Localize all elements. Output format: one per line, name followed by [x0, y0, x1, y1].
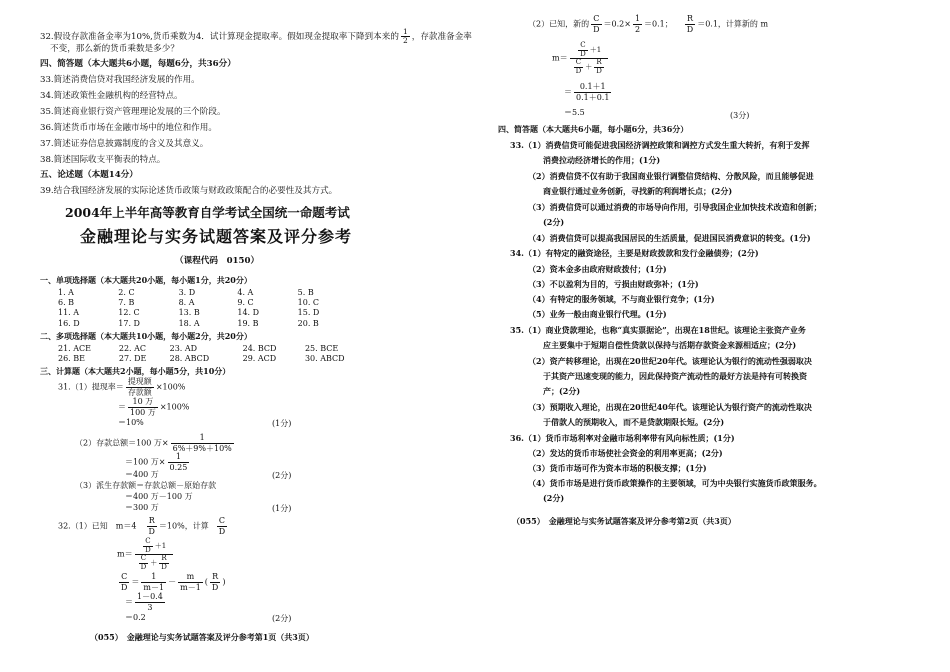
paren-left: ( [204, 577, 208, 587]
a34-3: （3）不以盈利为目的，亏损由财政弥补；(1分) [528, 279, 699, 289]
q31-p1-tail2: ×100% [159, 402, 190, 412]
q32a-label: 32.（1）已知 m＝4 [58, 521, 145, 531]
eq-sign: ＝ [564, 87, 572, 97]
frac-den: D [211, 583, 219, 592]
right-page [470, 0, 950, 672]
mc-cell: 15. D [297, 308, 320, 318]
multi-cell: 30. ABCD [304, 354, 345, 364]
sec5-title: 五、论述题（本题14分） [40, 170, 138, 180]
mc-cell: 1. A [58, 287, 74, 297]
frac-den: 2 [634, 25, 641, 34]
frac-num: 1 [171, 433, 234, 444]
fraction [135, 592, 165, 613]
a33-1-l2: 消费拉动经济增长的作用；(1分) [543, 155, 661, 165]
frac-den [570, 59, 608, 75]
frac-den: D [593, 25, 600, 34]
q32b-step [564, 82, 613, 103]
fraction [168, 452, 190, 473]
fraction [119, 572, 129, 593]
multi-answers-table [58, 343, 378, 364]
mc-cell: 18. A [178, 318, 200, 328]
q31-part2 [75, 433, 236, 454]
q32-part1 [58, 516, 229, 537]
fraction [147, 516, 157, 537]
fraction [141, 572, 166, 593]
q32b-result: ＝5.5 [564, 108, 585, 117]
left-footer: （055） 金融理论与实务试题答案及评分参考第1页（共3页） [90, 632, 314, 642]
q34-question: 34.简述政策性金融机构的经营特点。 [40, 91, 183, 101]
frac-den: m－1 [180, 583, 201, 592]
table-row [58, 287, 358, 297]
multi-cell: 24. BCD [242, 343, 277, 353]
a35-2-l3: 产；(2分) [543, 386, 581, 396]
a33-1-l1: 33.（1）消费信贷可能促进我国经济调控政策和调控方式发生重大转折，有利于发挥 [510, 140, 810, 150]
frac-den: 0.25 [169, 463, 188, 472]
fraction [591, 14, 601, 35]
q32a-tail: ＝10%，计算 [158, 521, 209, 531]
multi-title: 二、多项选择题（本大题共10小题，每小题2分，共20分） [40, 331, 252, 341]
multi-cell: 28. ABCD [169, 354, 210, 364]
table-row [58, 318, 358, 328]
frac-num: C [119, 572, 129, 583]
q35-question: 35.简述商业银行资产管理理论发展的三个阶段。 [40, 107, 226, 117]
mc-cell: 5. B [297, 287, 314, 297]
plus: ＋ [150, 559, 158, 567]
half-fraction [401, 28, 410, 45]
frac-den: D [161, 562, 167, 571]
left-page [0, 0, 470, 672]
frac-den: D [121, 583, 128, 592]
frac-num: 1 [168, 452, 190, 463]
q32b-label: （2）已知，新的 [528, 19, 590, 29]
multi-cell: 25. BCE [304, 343, 339, 353]
a34-2: （2）资本金多由政府财政拨付；(1分) [528, 264, 667, 274]
eq-sign: ＝ [131, 577, 140, 587]
a36-4-l2: (2分) [543, 493, 565, 503]
mc-cell: 10. C [297, 298, 320, 308]
mc-cell: 12. C [118, 308, 140, 318]
fraction [159, 555, 169, 571]
frac-num: R [159, 555, 169, 564]
a35-2-l1: （2）资产转移理论，出现在20世纪20年代。该理论认为银行的流动性强弱取决 [528, 356, 812, 366]
multi-cell: 29. ACD [242, 354, 277, 364]
q32-line1 [40, 28, 472, 45]
eq-sign: ＝ [118, 402, 126, 412]
q32b-m-formula [552, 42, 610, 75]
a33-4-l1: （4）消费信贷可以提高我国居民的生活质量，促进国民消费意识的转变。(1分) [528, 233, 811, 243]
multi-cell: 27. DE [118, 354, 147, 364]
frac-num: R [594, 59, 604, 68]
frac-num: 1 [141, 572, 166, 583]
mc-answers-table [58, 287, 358, 329]
q38-question: 38.简述国际收支平衡表的特点。 [40, 155, 166, 165]
q32b-score: (3分) [730, 111, 750, 120]
q32a-result: ＝0.2 [125, 613, 146, 622]
a34-5: （5）业务一般由商业银行代理。(1分) [528, 309, 667, 319]
q31-p1-label: 31.（1）提现率＝ [58, 382, 124, 392]
frac-num: R [685, 14, 695, 25]
frac-den: D [575, 66, 582, 75]
q31-p1-tail: ×100% [155, 382, 186, 392]
q31-part2-score: (2分) [272, 471, 292, 480]
calc-title: 三、计算题（本大题共2小题，每小题5分，共10分） [40, 366, 231, 376]
frac-num: m [178, 572, 203, 583]
mc-cell: 17. D [118, 318, 140, 328]
q36-question: 36.简述货币市场在金融市场中的地位和作用。 [40, 123, 217, 133]
frac-num [570, 42, 608, 59]
right-footer: （055） 金融理论与实务试题答案及评分参考第2页（共3页） [512, 516, 736, 526]
frac-num: C [578, 42, 588, 51]
a35-1-l1: 35.（1）商业贷款理论，也称“真实票据论”，出现在18世纪。该理论主张资产业务 [510, 325, 806, 335]
mc-title: 一、单项选择题（本大题共20小题，每小题1分，共20分） [40, 275, 252, 285]
mc-cell: 6. B [58, 298, 75, 308]
frac-den: 6%＋9%＋10% [172, 444, 232, 453]
fraction [633, 14, 642, 35]
a36-3: （3）货币市场可作为资本市场的积极支撑；(1分) [528, 463, 707, 473]
q32-line2: 不变，那么新的货币乘数是多少？ [50, 44, 179, 54]
frac-num: 1 [634, 14, 641, 23]
fraction [578, 42, 588, 58]
q31-part1-score: (1分) [272, 419, 292, 428]
mc-cell: 11. A [58, 308, 80, 318]
sec4-title: 四、简答题（本大题共6小题，每题6分，共36分） [40, 59, 236, 69]
course-code: （课程代码 0150） [175, 256, 260, 266]
a34-1: 34.（1）有特定的融资途径，主要是财政拨款和发行金融债券；(2分) [510, 248, 759, 258]
frac-num: 提现额 [127, 377, 152, 386]
eq-text: ＝0.1； [644, 19, 673, 29]
frac-den: 100 万 [130, 408, 156, 417]
mc-cell: 14. D [237, 308, 260, 318]
fraction [217, 516, 227, 537]
eq-text: ＝0.1，计算新的 m [697, 19, 769, 29]
table-row [58, 343, 378, 353]
plus: ＋ [585, 63, 593, 71]
q32a-score: (2分) [272, 614, 292, 623]
frac-den: 0.1＋0.1 [576, 93, 610, 102]
a33-3-l2: (2分) [543, 217, 565, 227]
multi-cell: 26. BE [58, 354, 85, 364]
mc-cell: 2. C [118, 287, 135, 297]
plus-one: ＋1 [154, 542, 167, 550]
a33-3-l1: （3）消费信贷可以通过消费的市场导向作用，引导我国企业加快技术改造和创新； [528, 202, 822, 212]
frac-num: 1－0.4 [137, 592, 163, 601]
a35-1-l2: 应主要集中于短期自偿性贷款以保持与活期存款资金来源相适应；(2分) [543, 340, 797, 350]
eq-sign: ＝ [125, 597, 133, 607]
q31-p2-label: （2）存款总额＝100 万× [75, 438, 169, 448]
mc-cell: 4. A [237, 287, 254, 297]
fraction [171, 433, 234, 454]
frac-den: 2 [402, 36, 408, 45]
frac-num: C [591, 14, 601, 25]
multi-cell: 23. AD [169, 343, 198, 353]
right-sec4-title: 四、简答题（本大题共6小题，每小题6分，共36分） [498, 124, 689, 134]
frac-num: 1 [402, 27, 408, 36]
frac-den [135, 555, 173, 571]
q33-question: 33.简述消费信贷对我国经济发展的作用。 [40, 75, 200, 85]
frac-num [135, 538, 173, 555]
frac-num: C [139, 555, 149, 564]
frac-num: C [574, 59, 584, 68]
mc-cell: 9. C [237, 298, 254, 308]
frac-den: D [686, 25, 694, 34]
q31-part3-result: ＝300 万 [125, 503, 159, 512]
mc-cell: 20. B [297, 318, 319, 328]
q31-part3-score: (1分) [272, 504, 292, 513]
m-fraction [570, 42, 608, 75]
frac-num: 0.1＋1 [574, 82, 611, 93]
a33-2-l1: （2）消费信贷不仅有助于我国商业银行调整信贷结构、分散风险，而且能够促进 [528, 171, 814, 181]
q32a-step [125, 592, 167, 613]
fraction [126, 377, 154, 398]
a34-4: （4）有特定的服务领域，不与商业银行竞争；(1分) [528, 294, 715, 304]
fraction [210, 572, 220, 593]
plus-one: ＋1 [589, 46, 602, 54]
fraction [574, 59, 584, 75]
frac-den: D [140, 562, 147, 571]
q31-part2-result: ＝400 万 [125, 470, 159, 479]
table-row [58, 353, 378, 363]
a36-1: 36.（1）货币市场利率对金融市场利率带有风向标性质；(1分) [510, 433, 735, 443]
q32b-line1 [528, 14, 768, 35]
q31-part1-step [118, 397, 189, 418]
frac-den: 3 [147, 603, 153, 612]
paren-right: ) [222, 577, 226, 587]
frac-den: 存款额 [127, 388, 152, 397]
q32-text-a: 32.假设存款准备金率为10%,货币乘数为4．试计算现金提取率。假如现金提取率下降到本来的 [40, 32, 399, 42]
q37-question: 37.简述证券信息披露制度的含义及其意义。 [40, 139, 209, 149]
frac-den: D [145, 545, 151, 554]
mc-cell: 16. D [58, 318, 80, 328]
a36-2: （2）发达的货币市场使社会资金的利用率更高；(2分) [528, 448, 723, 458]
q31-part1 [58, 377, 185, 398]
frac-den: m－1 [143, 583, 165, 592]
q31-part1-result: ＝10% [118, 418, 144, 427]
table-row [58, 297, 358, 307]
fraction [143, 538, 153, 554]
eq-sign: ＝100 万× [125, 457, 166, 467]
frac-num: 10 万 [128, 397, 158, 408]
mc-cell: 13. B [178, 308, 200, 318]
a35-3-l2: 于借款人的预期收入，而不是贷款期限长短。(2分) [543, 417, 725, 427]
frac-num: C [217, 516, 227, 527]
subject-title: 金融理论与实务试题答案及评分参考 [80, 227, 353, 246]
frac-den: D [218, 527, 226, 536]
m-fraction [135, 538, 173, 571]
q32a-cd-formula [117, 572, 225, 593]
table-row [58, 308, 358, 318]
q32-text-b: ，存款准备金率 [411, 32, 472, 42]
frac-den: D [580, 49, 586, 58]
a36-4-l1: （4）货币市场是进行货币政策操作的主要领域，可为中央银行实施货币政策服务。 [528, 478, 822, 488]
exam-title: 2004年上半年高等教育自学考试全国统一命题考试 [65, 205, 350, 220]
q39-question: 39.结合我国经济发展的实际论述货币政策与财政政策配合的必要性及其方式。 [40, 186, 338, 196]
frac-den: D [596, 66, 602, 75]
q31-part3-step: ＝400 万－100 万 [125, 492, 193, 501]
mc-cell: 3. D [178, 287, 196, 297]
fraction [574, 82, 611, 103]
a35-3-l1: （3）预期收入理论，出现在20世纪40年代。该理论认为银行资产的流动性取决 [528, 402, 812, 412]
frac-num: C [143, 538, 153, 547]
eq-text: ＝0.2× [603, 19, 631, 29]
fraction [178, 572, 203, 593]
mc-cell: 8. A [178, 298, 195, 308]
a33-2-l2: 商业银行通过业务创新，寻找新的利润增长点；(2分) [543, 186, 733, 196]
frac-den: D [148, 527, 155, 536]
eq-sign: m＝ [117, 549, 133, 559]
eq-sign: m＝ [552, 53, 568, 63]
q31-part3: （3）派生存款额＝存款总额－原始存款 [75, 481, 217, 490]
multi-cell: 22. AC [118, 343, 147, 353]
fraction [685, 14, 695, 35]
frac-num: R [147, 516, 157, 527]
fraction [139, 555, 149, 571]
fraction [128, 397, 158, 418]
mc-cell: 7. B [118, 298, 135, 308]
q32a-m-formula [117, 538, 175, 571]
minus: － [168, 577, 177, 587]
mc-cell: 19. B [237, 318, 259, 328]
multi-cell: 21. ACE [58, 343, 92, 353]
fraction [594, 59, 604, 75]
frac-num: R [210, 572, 220, 583]
a35-2-l2: 于其资产迅速变现的能力，因此保持资产流动性的最好方法是持有可转换资 [543, 371, 807, 381]
